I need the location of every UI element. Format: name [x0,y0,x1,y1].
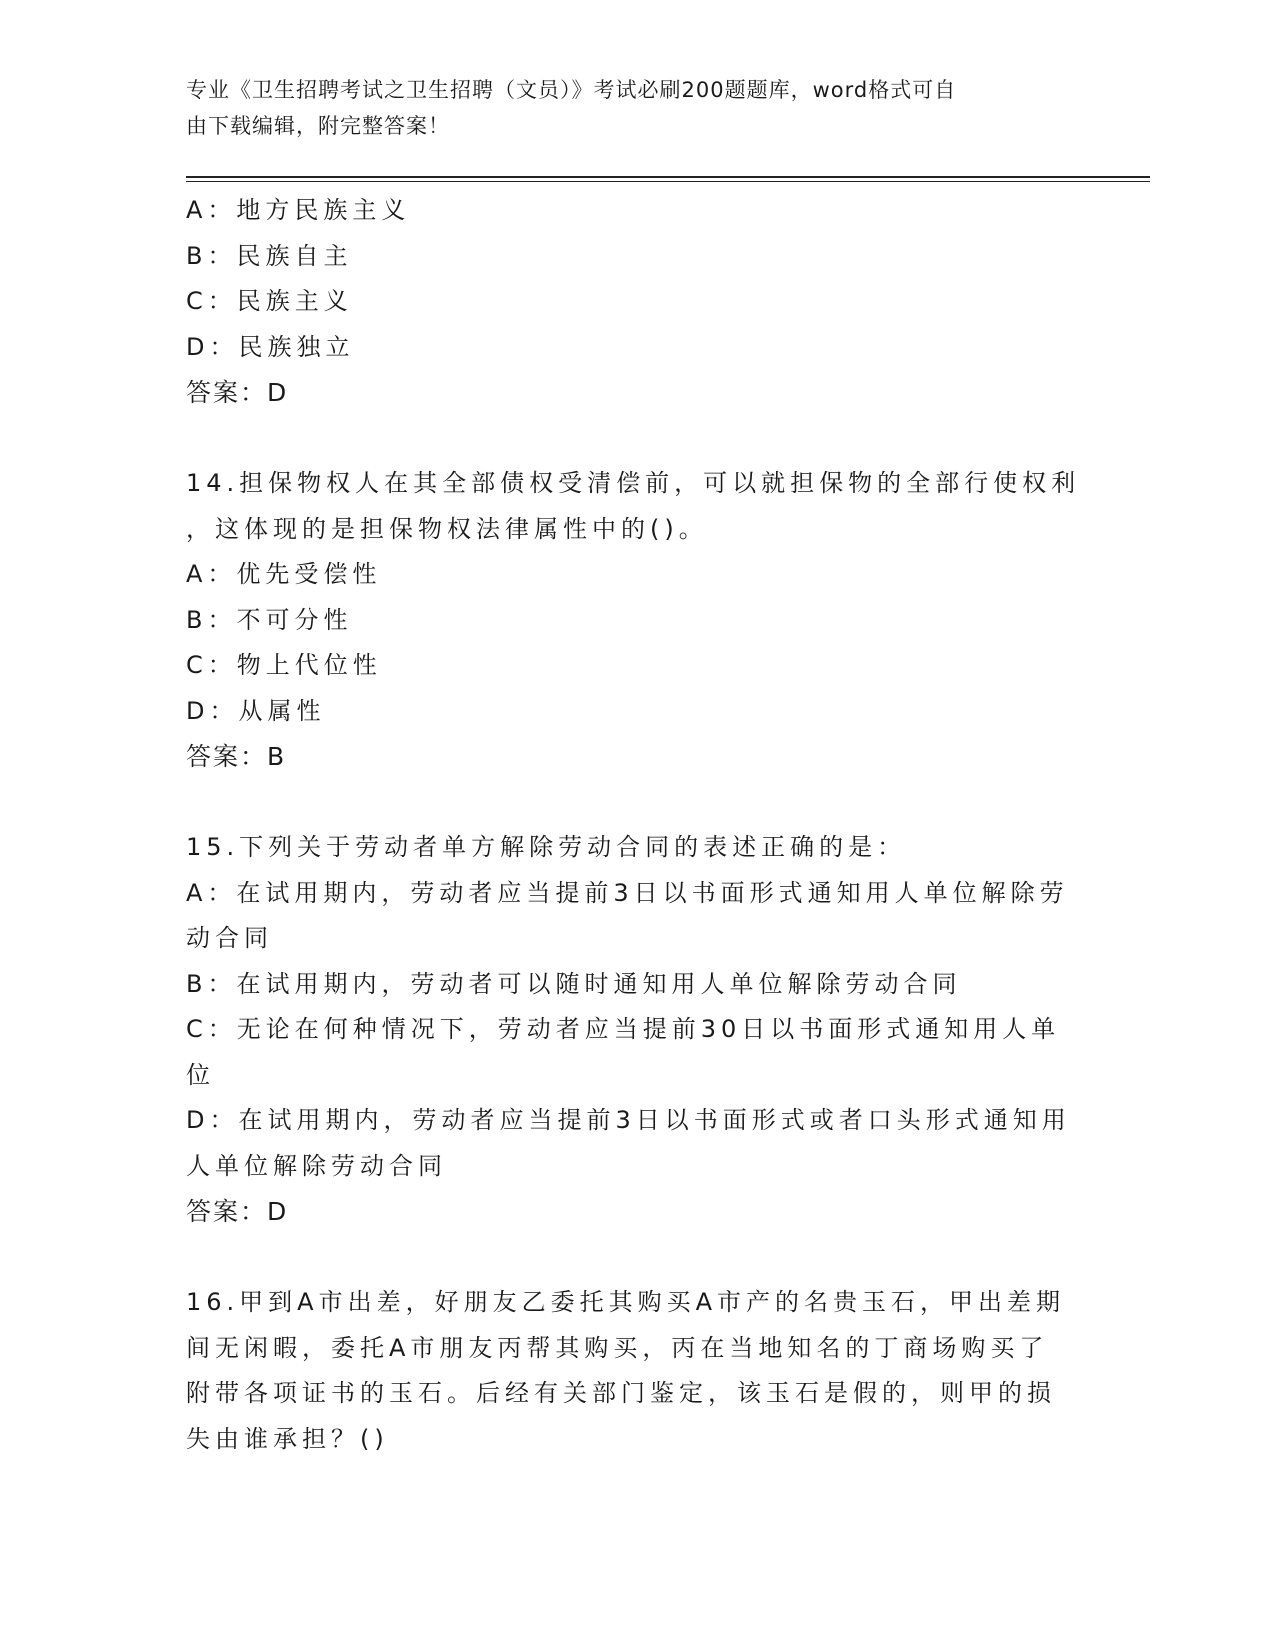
option-d: D：民族独立 [186,332,355,361]
option-a: A：优先受偿性 [186,560,382,588]
option-b: B：民族自主 [186,241,353,270]
header-divider-thin [186,181,1150,182]
option-c: C：无论在何种情况下，劳动者应当提前30日以书面形式通知用人单 [186,1015,1061,1043]
option-d: D：从属性 [186,696,326,725]
question-stem-line: ，这体现的是担保物权法律属性中的()。 [186,514,708,543]
question-14 [186,461,1086,780]
question-stem-line: 失由谁承担？() [186,1424,389,1453]
question-15 [186,825,1086,1235]
header-line-2: 由下载编辑，附完整答案！ [186,114,450,138]
header-line-1: 专业《卫生招聘考试之卫生招聘（文员）》考试必刷200题题库，word格式可自 [186,78,957,102]
answer: 答案：D [186,1197,289,1226]
question-stem-line: 附带各项证书的玉石。后经有关部门鉴定，该玉石是假的，则甲的损 [186,1379,1056,1407]
option-a: A：在试用期内，劳动者应当提前3日以书面形式通知用人单位解除劳 [186,878,1069,907]
spacer [186,1235,1086,1281]
question-16 [186,1280,1086,1462]
page-header [186,72,1066,144]
option-a-continued: 动合同 [186,924,273,952]
question-13 [186,188,1086,416]
question-content [186,188,1086,1462]
option-d-continued: 人单位解除劳动合同 [186,1151,447,1180]
question-stem-line: 15.下列关于劳动者单方解除劳动合同的表述正确的是： [186,833,907,861]
question-stem-line: 间无闲暇，委托A市朋友丙帮其购买，丙在当地知名的丁商场购买了 [186,1333,1049,1362]
spacer [186,780,1086,826]
option-c-continued: 位 [186,1060,215,1089]
option-c: C：物上代位性 [186,651,382,679]
option-c: C：民族主义 [186,287,353,315]
option-b: B：不可分性 [186,605,353,634]
option-b: B：在试用期内，劳动者可以随时通知用人单位解除劳动合同 [186,969,962,998]
answer: 答案：D [186,378,289,407]
spacer [186,416,1086,462]
question-stem-line: 16.甲到A市出差，好朋友乙委托其购买A市产的名贵玉石，甲出差期 [186,1288,1066,1316]
answer: 答案：B [186,742,287,771]
option-d: D：在试用期内，劳动者应当提前3日以书面形式或者口头形式通知用 [186,1106,1071,1134]
header-divider-thick [186,176,1150,178]
question-stem-line: 14.担保物权人在其全部债权受清偿前，可以就担保物的全部行使权利 [186,469,1081,497]
option-a: A：地方民族主义 [186,196,411,224]
